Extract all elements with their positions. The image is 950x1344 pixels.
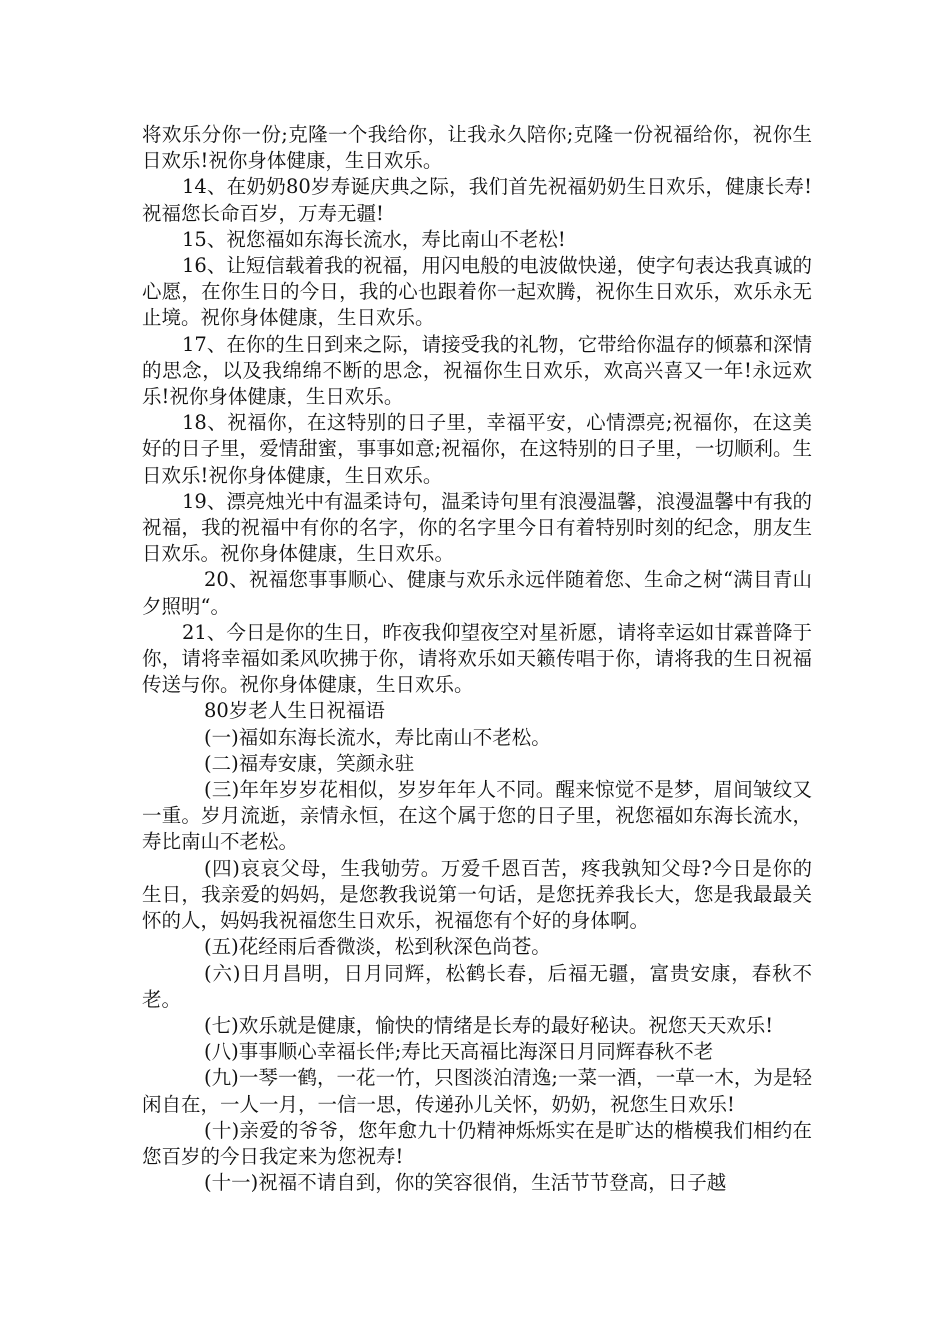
- list-item: (十)亲爱的爷爷，您年愈九十仍精神烁烁实在是旷达的楷模我们相约在您百岁的今日我定来为您祝寿!: [142, 1118, 812, 1168]
- paragraph: 15、祝您福如东海长流水，寿比南山不老松!: [182, 227, 566, 251]
- paragraph: 14、在奶奶80岁寿诞庆典之际，我们首先祝福奶奶生日欢乐，健康长寿!祝福您长命百岁，万寿无疆!: [142, 175, 812, 225]
- list-item: (三)年年岁岁花相似，岁岁年年人不同。醒来惊觉不是梦，眉间皱纹又一重。岁月流逝，亲情永恒，在这个属于您的日子里，祝您福如东海长流水，寿比南山不老松。: [142, 778, 812, 854]
- list-item: (九)一琴一鹤，一花一竹，只图淡泊清逸;一菜一酒，一草一木，为是轻闲自在，一人一月，一信一思，传递孙儿关怀，奶奶，祝您生日欢乐!: [142, 1066, 812, 1116]
- paragraph: 17、在你的生日到来之际，请接受我的礼物，它带给你温存的倾慕和深情的思念，以及我绵绵不断的思念，祝福你生日欢乐，欢高兴喜又一年!永远欢乐!祝你身体健康，生日欢乐。: [142, 332, 812, 409]
- list-item: (一)福如东海长流水，寿比南山不老松。: [204, 725, 551, 749]
- document-body: [142, 122, 812, 1196]
- paragraph: 将欢乐分你一份;克隆一个我给你，让我永久陪你;克隆一份祝福给你，祝你生日欢乐!祝你身体健康，生日欢乐。: [142, 123, 812, 173]
- paragraph: 18、祝福你，在这特别的日子里，幸福平安，心情漂亮;祝福你，在这美好的日子里，爱情甜蜜，事事如意;祝福你，在这特别的日子里，一切顺利。生日欢乐!祝你身体健康，生日欢乐。: [142, 411, 812, 487]
- list-item: (四)哀哀父母，生我劬劳。万爱千恩百苦，疼我孰知父母?今日是你的生日，我亲爱的妈妈，是您教我说第一句话，是您抚养我长大，您是我最最关怀的人，妈妈我祝福您生日欢乐，祝福您有个好的身体啊。: [142, 856, 812, 933]
- list-item: (八)事事顺心幸福长伴;寿比天高福比海深日月同辉春秋不老: [204, 1040, 714, 1064]
- paragraph: 20、祝福您事事顺心、健康与欢乐永远伴随着您、生命之树“满目青山夕照明“。: [142, 568, 812, 618]
- paragraph: 16、让短信载着我的祝福，用闪电般的电波做快递，使字句表达我真诚的心愿，在你生日的今日，我的心也跟着你一起欢腾，祝你生日欢乐，欢乐永无止境。祝你身体健康，生日欢乐。: [142, 254, 812, 330]
- paragraph: 19、漂亮烛光中有温柔诗句，温柔诗句里有浪漫温馨，浪漫温馨中有我的祝福，我的祝福中有你的名字，你的名字里今日有着特别时刻的纪念，朋友生日欢乐。祝你身体健康，生日欢乐。: [142, 489, 812, 566]
- list-item: (五)花经雨后香微淡，松到秋深色尚苍。: [204, 935, 551, 959]
- list-item: (六)日月昌明，日月同辉，松鹤长春，后福无疆，富贵安康，春秋不老。: [142, 961, 812, 1011]
- list-item: (七)欢乐就是健康，愉快的情绪是长寿的最好秘诀。祝您天天欢乐!: [204, 1013, 774, 1037]
- list-item: (十一)祝福不请自到，你的笑容很俏，生活节节登高，日子越: [204, 1171, 727, 1195]
- list-item: (二)福寿安康，笑颜永驻: [204, 751, 415, 775]
- section-heading: 80岁老人生日祝福语: [204, 699, 385, 723]
- paragraph: 21、今日是你的生日，昨夜我仰望夜空对星祈愿，请将幸运如甘霖普降于你，请将幸福如柔风吹拂于你，请将欢乐如天籁传唱于你，请将我的生日祝福传送与你。祝你身体健康，生日欢乐。: [142, 620, 812, 697]
